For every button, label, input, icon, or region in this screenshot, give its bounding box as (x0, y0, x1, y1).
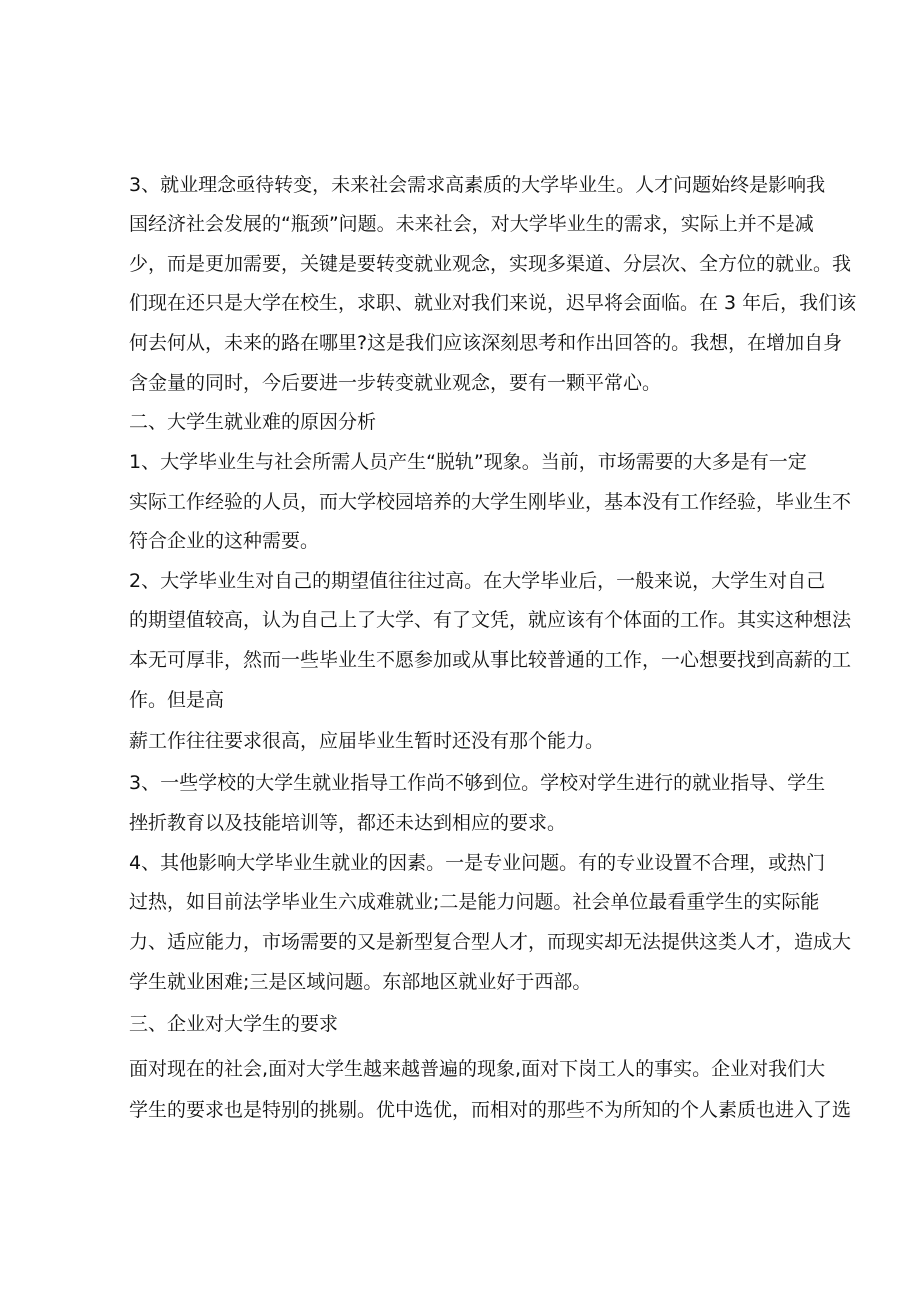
text-line: 本无可厚非，然而一些毕业生不愿参加或从事比较普通的工作，一心想要找到高薪的工 (129, 649, 852, 671)
text-line: 4、其他影响大学毕业生就业的因素。一是专业问题。有的专业设置不合理，或热门 (129, 852, 826, 874)
text-line: 学生就业困难;三是区域问题。东部地区就业好于西部。 (129, 971, 592, 993)
section-heading: 三、企业对大学生的要求 (129, 1013, 339, 1035)
text-line: 面对现在的社会,面对大学生越来越普遍的现象,面对下岗工人的事实。企业对我们大 (129, 1058, 826, 1080)
text-line: 学生的要求也是特别的挑剔。优中选优，而相对的那些不为所知的个人素质也进入了选 (129, 1099, 852, 1121)
text-line: 符合企业的这种需要。 (129, 530, 320, 552)
text-line: 何去何从，未来的路在哪里?这是我们应该深刻思考和作出回答的。我想，在增加自身 (129, 332, 843, 354)
text-line: 3、一些学校的大学生就业指导工作尚不够到位。学校对学生进行的就业指导、学生 (129, 772, 826, 794)
section-heading: 二、大学生就业难的原因分析 (129, 411, 377, 433)
text-line: 力、适应能力，市场需要的又是新型复合型人才，而现实却无法提供这类人才，造成大 (129, 931, 852, 953)
text-line: 1、大学毕业生与社会所需人员产生“脱轨”现象。当前，市场需要的大多是有一定 (129, 451, 807, 473)
text-line: 挫折教育以及技能培训等，都还未达到相应的要求。 (129, 812, 567, 834)
text-line: 2、大学毕业生对自己的期望值往往过高。在大学毕业后，一般来说，大学生对自己 (129, 570, 826, 592)
text-line: 少，而是更加需要，关键是要转变就业观念，实现多渠道、分层次、全方位的就业。我 (129, 253, 852, 275)
text-line: 的期望值较高，认为自己上了大学、有了文凭，就应该有个体面的工作。其实这种想法 (129, 609, 852, 631)
text-line: 作。但是高 (129, 689, 225, 711)
text-line: 国经济社会发展的“瓶颈”问题。未来社会，对大学毕业生的需求，实际上并不是减 (129, 213, 814, 235)
text-line: 3、就业理念亟待转变，未来社会需求高素质的大学毕业生。人才问题始终是影响我 (129, 174, 826, 196)
text-line: 含金量的同时，今后要进一步转变就业观念，要有一颗平常心。 (129, 372, 662, 394)
text-line: 实际工作经验的人员，而大学校园培养的大学生刚毕业，基本没有工作经验，毕业生不 (129, 491, 852, 513)
text-line: 们现在还只是大学在校生，求职、就业对我们来说，迟早将会面临。在 3 年后，我们该 (129, 292, 857, 314)
text-line: 过热，如目前法学毕业生六成难就业;二是能力问题。社会单位最看重学生的实际能 (129, 891, 820, 913)
text-line: 薪工作往往要求很高，应届毕业生暂时还没有那个能力。 (129, 730, 605, 752)
